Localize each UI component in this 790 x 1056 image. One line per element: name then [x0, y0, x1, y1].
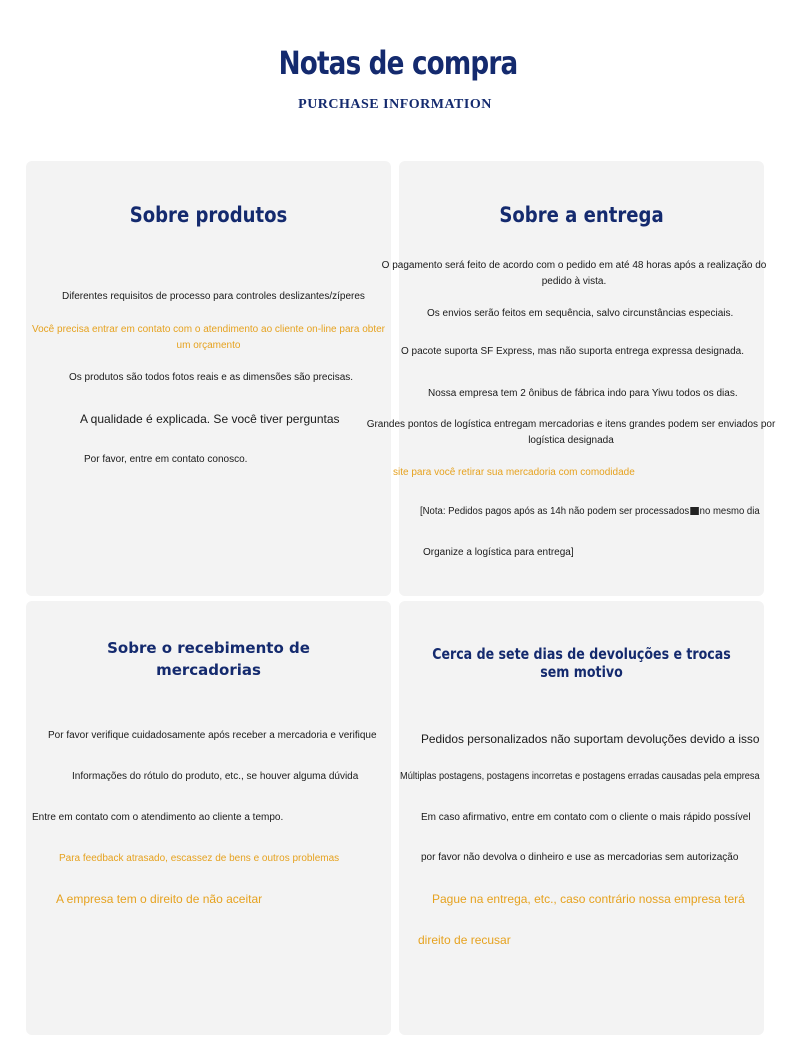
delivery-line: O pacote suporta SF Express, mas não suporta entrega expressa designada. [401, 346, 744, 357]
header [0, 0, 790, 140]
receiving-line: Para feedback atrasado, escassez de bens e outros problemas [59, 853, 340, 864]
delivery-card-title: Sobre a entrega [499, 203, 664, 227]
page-title: Notas de compra [278, 44, 518, 82]
receiving-title-line1: Sobre o recebimento de [107, 639, 310, 657]
receiving-title-line2: mercadorias [156, 661, 261, 679]
clock-icon [690, 507, 699, 515]
delivery-line: Os envios serão feitos em sequência, salvo circunstâncias especiais. [427, 308, 734, 319]
receiving-line: Informações do rótulo do produto, etc., se houver alguma dúvida [72, 771, 359, 782]
delivery-line: O pagamento será feito de acordo com o pedido em até 48 horas após a realização do pedido à vista. [381, 260, 767, 287]
returns-line: Múltiplas postagens, postagens incorretas e postagens erradas causadas pela empresa [400, 771, 760, 782]
products-line: Por favor, entre em contato conosco. [84, 454, 248, 465]
returns-line: direito de recusar [418, 933, 511, 947]
delivery-line [420, 504, 760, 520]
delivery-note: [Nota: Pedidos pagos após as 14h não podem ser processados [420, 506, 690, 517]
returns-line: por favor não devolva o dinheiro e use as mercadorias sem autorização [421, 852, 739, 863]
receiving-line: A empresa tem o direito de não aceitar [56, 892, 263, 906]
delivery-line: Organize a logística para entrega] [423, 547, 574, 558]
returns-card-title: Cerca de sete dias de devoluções e trocas sem motivo [432, 645, 731, 681]
products-line: A qualidade é explicada. Se você tiver perguntas [80, 412, 340, 426]
delivery-line: Grandes pontos de logística entregam mercadorias e itens grandes podem ser enviados por logística designada [366, 419, 776, 446]
delivery-line: site para você retirar sua mercadoria com comodidade [393, 467, 635, 478]
products-line: Diferentes requisitos de processo para controles deslizantes/zíperes [62, 291, 365, 302]
products-card [26, 161, 391, 596]
delivery-line: Nossa empresa tem 2 ônibus de fábrica indo para Yiwu todos os dias. [428, 388, 738, 399]
returns-line: Em caso afirmativo, entre em contato com o cliente o mais rápido possível [421, 812, 751, 823]
receiving-card [26, 601, 391, 1035]
page-subtitle: PURCHASE INFORMATION [298, 97, 492, 112]
delivery-card [366, 161, 776, 596]
delivery-note-end: no mesmo dia [699, 506, 760, 517]
products-card-title: Sobre produtos [129, 203, 288, 227]
products-line: Os produtos são todos fotos reais e as dimensões são precisas. [69, 372, 354, 383]
returns-line: Pedidos personalizados não suportam devoluções devido a isso [421, 732, 760, 746]
products-line: Você precisa entrar em contato com o atendimento ao cliente on-line para obter um orçamento [32, 324, 385, 351]
returns-line: Pague na entrega, etc., caso contrário nossa empresa terá [432, 892, 745, 906]
receiving-card-title [26, 637, 391, 681]
receiving-line: Entre em contato com o atendimento ao cliente a tempo. [32, 812, 284, 823]
receiving-line: Por favor verifique cuidadosamente após receber a mercadoria e verifique [48, 730, 377, 741]
returns-card [399, 601, 764, 1035]
